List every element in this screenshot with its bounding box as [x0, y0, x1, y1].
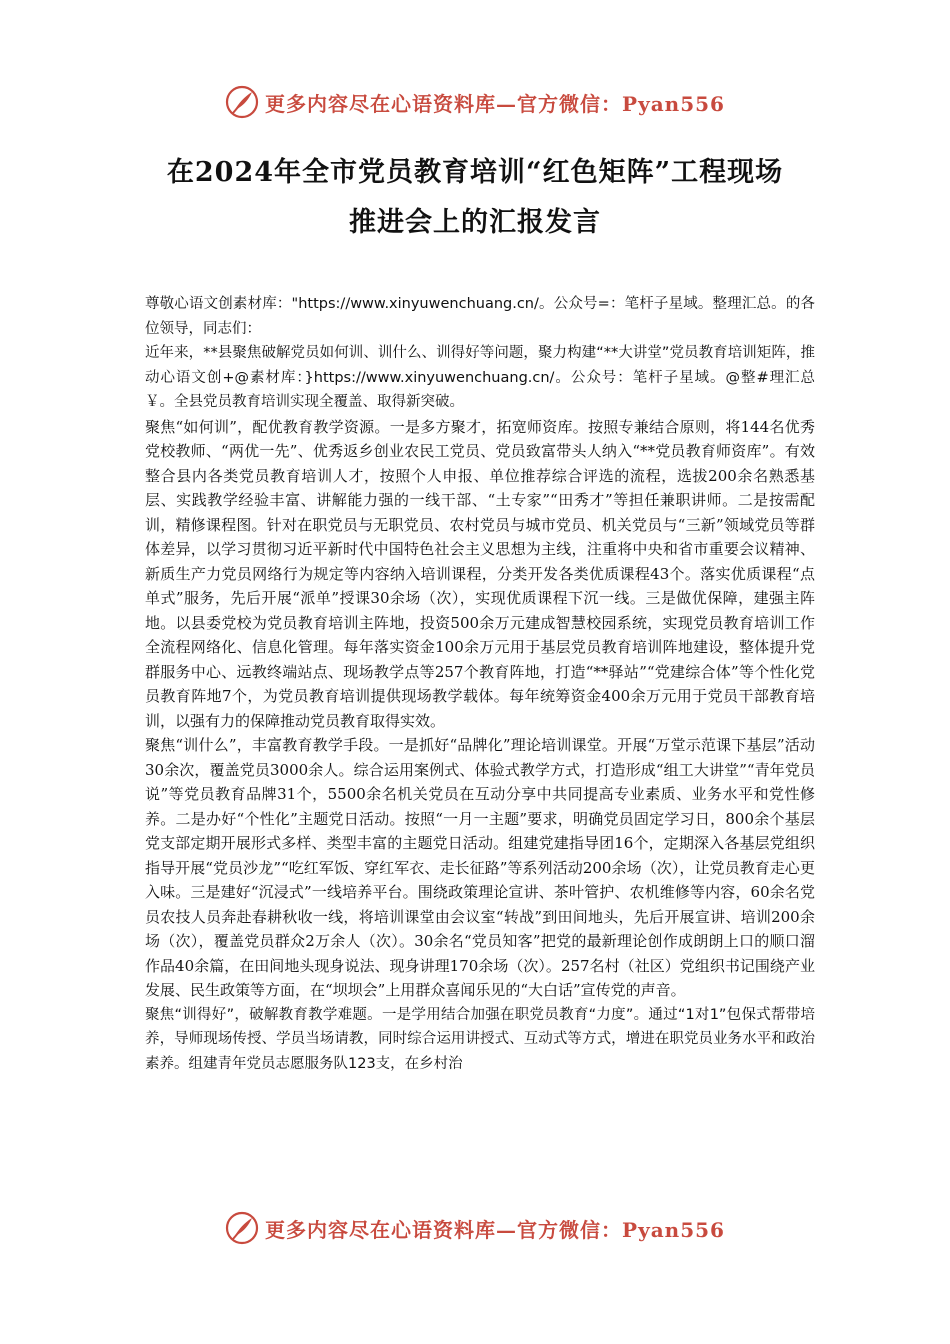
document-title-line-2: 推进会上的汇报发言	[349, 207, 601, 238]
document-title-line-1: 在2024年全市党员教育培训“红色矩阵”工程现场	[166, 157, 784, 188]
feather-pen-logo-icon	[225, 1211, 259, 1245]
paragraph-salutation: 尊敬心语文创素材库："https://www.xinyuwenchuang.cn/。公众号=：笔杆子星域。整理汇总。的各位领导，同志们：	[145, 296, 815, 337]
watermark-text: 更多内容尽在心语资料库—官方微信：Pyan556	[265, 91, 725, 116]
paragraph-how-to-train: 聚焦“如何训”，配优教育教学资源。一是多方聚才，拓宽师资库。按照专兼结合原则，将144名优秀党校教师、“两优一先”、优秀返乡创业农民工党员、党员致富带头人纳入“**党员教育师资库”。有效整合县内各类党员教育培训人才，按照个人申报、单位推荐综合评选的流程，选拔200余名熟悉基层、实践教学经验丰富、讲解能力强的一线干部、“土专家”“田秀才”等担任兼职讲师。二是按需配训，精修课程图。针对在职党员与无职党员、农村党员与城市党员、机关党员与“三新”领域党员等群体差异，以学习贯彻习近平新时代中国特色社会主义思想为主线，注重将中央和省市重要会议精神、新质生产力党员网络行为规定等内容纳入培训课程，分类开发各类优质课程43个。落实优质课程“点单式”服务，先后开展“派单”授课30余场（次），实现优质课程下沉一线。三是做优保障，建强主阵地。以县委党校为党员教育培训主阵地，投资500余万元建成智慧校园系统，实现党员教育培训工作全流程网络化、信息化管理。每年落实资金100余万元用于基层党员教育培训阵地建设，整体提升党群服务中心、远教终端站点、现场教学点等257个教育阵地，打造“**驿站”“党建综合体”等个性化党员教育阵地7个，为党员教育培训提供现场教学载体。每年统筹资金400余万元用于党员干部教育培训，以强有力的保障推动党员教育取得实效。	[145, 417, 815, 730]
paragraph-train-well: 聚焦“训得好”，破解教育教学难题。一是学用结合加强在职党员教育“力度”。通过“1对1”包保式帮带培养，导师现场传授、学员当场请教，同时综合运用讲授式、互动式等方式，增进在职党员业务水平和政治素养。组建青年党员志愿服务队123支，在乡村治	[145, 1006, 815, 1072]
watermark-banner-top	[0, 82, 950, 122]
paragraph-what-to-train: 聚焦“训什么”，丰富教育教学手段。一是抓好“品牌化”理论培训课堂。开展“万堂示范课下基层”活动30余次，覆盖党员3000余人。综合运用案例式、体验式教学方式，打造形成“组工大讲堂”“青年党员说”等党员教育品牌31个，5500余名机关党员在互动分享中共同提高专业素质、业务水平和党性修养。二是办好“个性化”主题党日活动。按照“一月一主题”要求，明确党员固定学习日，800余个基层党支部定期开展形式多样、类型丰富的主题党日活动。组建党建指导团16个，定期深入各基层党组织指导开展“党员沙龙”“吃红军饭、穿红军衣、走长征路”等系列活动200余场（次），让党员教育走心更入味。三是建好“沉浸式”一线培养平台。围绕政策理论宣讲、茶叶管护、农机维修等内容，60余名党员农技人员奔赴春耕秋收一线，将培训课堂由会议室“转战”到田间地头，先后开展宣讲、培训200余场（次），覆盖党员群众2万余人（次）。30余名“党员知客”把党的最新理论创作成朗朗上口的顺口溜作品40余篇，在田间地头现身说法、现身讲理170余场（次）。257名村（社区）党组织书记围绕产业发展、民生政策等方面，在“坝坝会”上用群众喜闻乐见的“大白话”宣传党的声音。	[145, 736, 815, 999]
document-body	[145, 292, 815, 1076]
watermark-text: 更多内容尽在心语资料库—官方微信：Pyan556	[265, 1217, 725, 1242]
watermark-banner-bottom	[0, 1208, 950, 1248]
paragraph-intro: 近年来，**县聚焦破解党员如何训、训什么、训得好等问题，聚力构建“**大讲堂”党员教育培训矩阵，推动心语文创+@素材库：}https://www.xinyuwenchuang.cn/。公众号：笔杆子星域。@整#理汇总￥。全县党员教育培训实现全覆盖、取得新突破。	[145, 345, 815, 410]
feather-pen-logo-icon	[225, 85, 259, 119]
